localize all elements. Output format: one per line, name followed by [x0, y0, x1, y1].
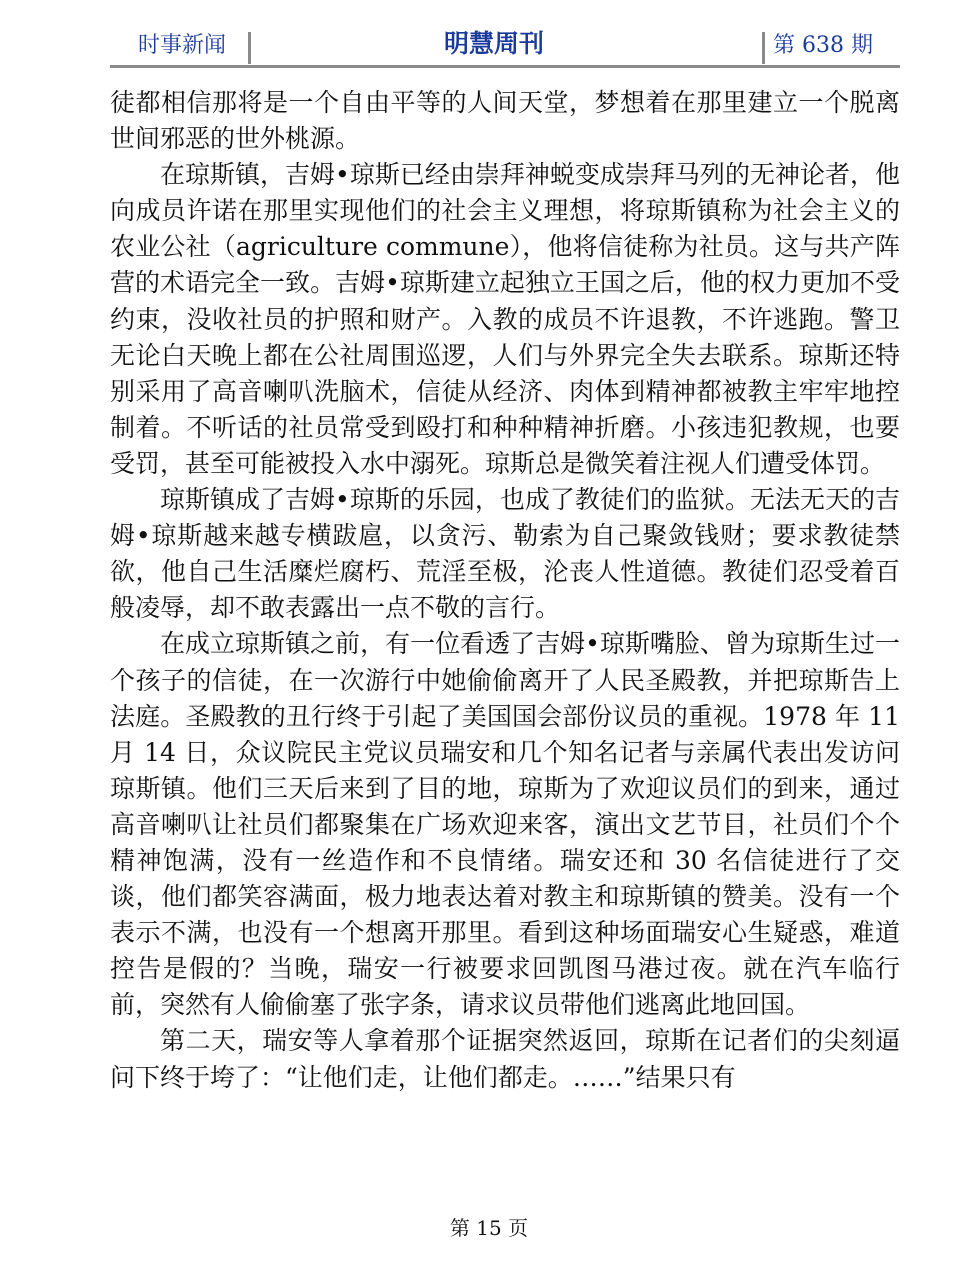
paragraph: 在成立琼斯镇之前，有一位看透了吉姆•琼斯嘴脸、曾为琼斯生过一个孩子的信徒，在一次游行中她偷偷离开了人民圣殿教，并把琼斯告上法庭。圣殿教的丑行终于引起了美国国会部份议员的重视。1978 年 11 月 14 日，众议院民主党议员瑞安和几个知名记者与亲属代表出发访问琼斯镇。他们三天后来到了目的地，琼斯为了欢迎议员们的到来，通过高音喇叭让社员们都聚集在广场欢迎来客，演出文艺节目，社员们个个精神饱满，没有一丝造作和不良情绪。瑞安还和 30 名信徒进行了交谈，他们都笑容满面，极力地表达着对教主和琼斯镇的赞美。没有一个表示不满，也没有一个想离开那里。看到这种场面瑞安心生疑惑，难道控告是假的？当晚，瑞安一行被要求回凯图马港过夜。就在汽车临行前，突然有人偷偷塞了张字条，请求议员带他们逃离此地回国。: [110, 629, 900, 1020]
paragraph: 第二天，瑞安等人拿着那个证据突然返回，琼斯在记者们的尖刻逼问下终于垮了：“让他们走，让他们都走。……”结果只有: [110, 1026, 900, 1092]
paragraph: 琼斯镇成了吉姆•琼斯的乐园，也成了教徒们的监狱。无法无天的吉姆•琼斯越来越专横跋扈，以贪污、勒索为自己聚敛钱财；要求教徒禁欲，他自己生活糜烂腐朽、荒淫至极，沦丧人性道德。教徒们忍受着百般凌辱，却不敢表露出一点不敬的言行。: [110, 485, 900, 623]
article-body: [110, 85, 900, 1096]
paragraph: 在琼斯镇，吉姆•琼斯已经由崇拜神蜕变成崇拜马列的无神论者，他向成员许诺在那里实现他们的社会主义理想，将琼斯镇称为社会主义的农业公社（agriculture commune），他将信徒称为社员。这与共产阵营的术语完全一致。吉姆•琼斯建立起独立王国之后，他的权力更加不受约束，没收社员的护照和财产。入教的成员不许退教，不许逃跑。警卫无论白天晚上都在公社周围巡逻，人们与外界完全失去联系。琼斯还特别采用了高音喇叭洗脑术，信徒从经济、肉体到精神都被教主牢牢地控制着。不听话的社员常受到殴打和种种精神折磨。小孩违犯教规，也要受罚，甚至可能被投入水中溺死。琼斯总是微笑着注视人们遭受体罚。: [110, 160, 900, 478]
header-rule: [110, 65, 900, 68]
header-divider: [248, 32, 251, 64]
issue-number: 第 638 期: [773, 33, 873, 58]
section-label: 时事新闻: [138, 33, 227, 58]
page-header: [110, 28, 900, 68]
page-number: 第 15 页: [449, 1216, 529, 1240]
paragraph: 徒都相信那将是一个自由平等的人间天堂，梦想着在那里建立一个脱离世间邪恶的世外桃源。: [110, 88, 900, 154]
publication-title: 明慧周刊: [444, 29, 545, 58]
